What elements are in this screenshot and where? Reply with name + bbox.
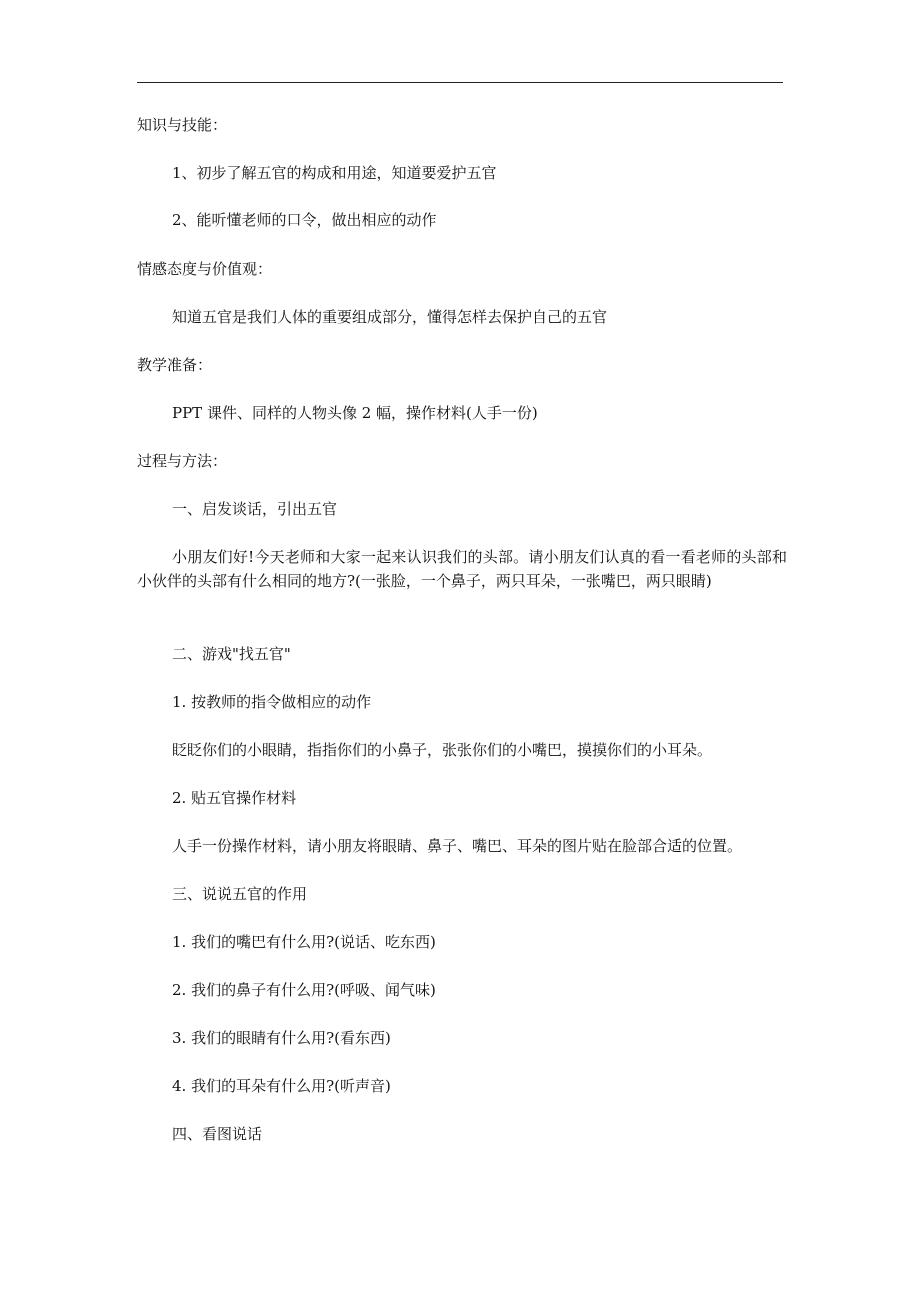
step-2-title: 二、游戏"找五官" — [172, 645, 291, 663]
step-3-question-4: 4. 我们的耳朵有什么用?(听声音) — [172, 1077, 391, 1095]
step-1-paragraph: 小朋友们好!今天老师和大家一起来认识我们的头部。请小朋友们认真的看一看老师的头部和小伙伴的头部有什么相同的地方?(一张脸，一个鼻子，两只耳朵，一张嘴巴，两只眼睛) — [137, 548, 787, 590]
heading-process-methods: 过程与方法： — [137, 452, 228, 470]
header-rule — [137, 82, 783, 83]
goal-item-2: 2、能听懂老师的口令，做出相应的动作 — [172, 211, 437, 229]
step-3-title: 三、说说五官的作用 — [172, 885, 308, 903]
step-3-question-2: 2. 我们的鼻子有什么用?(呼吸、闻气味) — [172, 981, 436, 999]
heading-emotion-values: 情感态度与价值观： — [137, 260, 273, 278]
heading-knowledge-skills: 知识与技能： — [137, 116, 228, 134]
step-3-question-1: 1. 我们的嘴巴有什么用?(说话、吃东西) — [172, 933, 436, 951]
step-2-item-2: 2. 贴五官操作材料 — [172, 789, 297, 807]
step-4-title: 四、看图说话 — [172, 1125, 263, 1143]
step-2-item-1: 1. 按教师的指令做相应的动作 — [172, 693, 372, 711]
emotion-text: 知道五官是我们人体的重要组成部分，懂得怎样去保护自己的五官 — [172, 308, 608, 326]
step-2-item-1-text: 眨眨你们的小眼睛，指指你们的小鼻子，张张你们的小嘴巴，摸摸你们的小耳朵。 — [172, 741, 713, 759]
heading-teaching-prep: 教学准备： — [137, 356, 213, 374]
step-2-item-2-text: 人手一份操作材料，请小朋友将眼睛、鼻子、嘴巴、耳朵的图片贴在脸部合适的位置。 — [172, 837, 743, 855]
goal-item-1: 1、初步了解五官的构成和用途，知道要爱护五官 — [172, 164, 497, 182]
step-3-question-3: 3. 我们的眼睛有什么用?(看东西) — [172, 1029, 391, 1047]
prep-text: PPT 课件、同样的人物头像 2 幅，操作材料(人手一份) — [172, 404, 538, 422]
step-1-title: 一、启发谈话，引出五官 — [172, 500, 338, 518]
